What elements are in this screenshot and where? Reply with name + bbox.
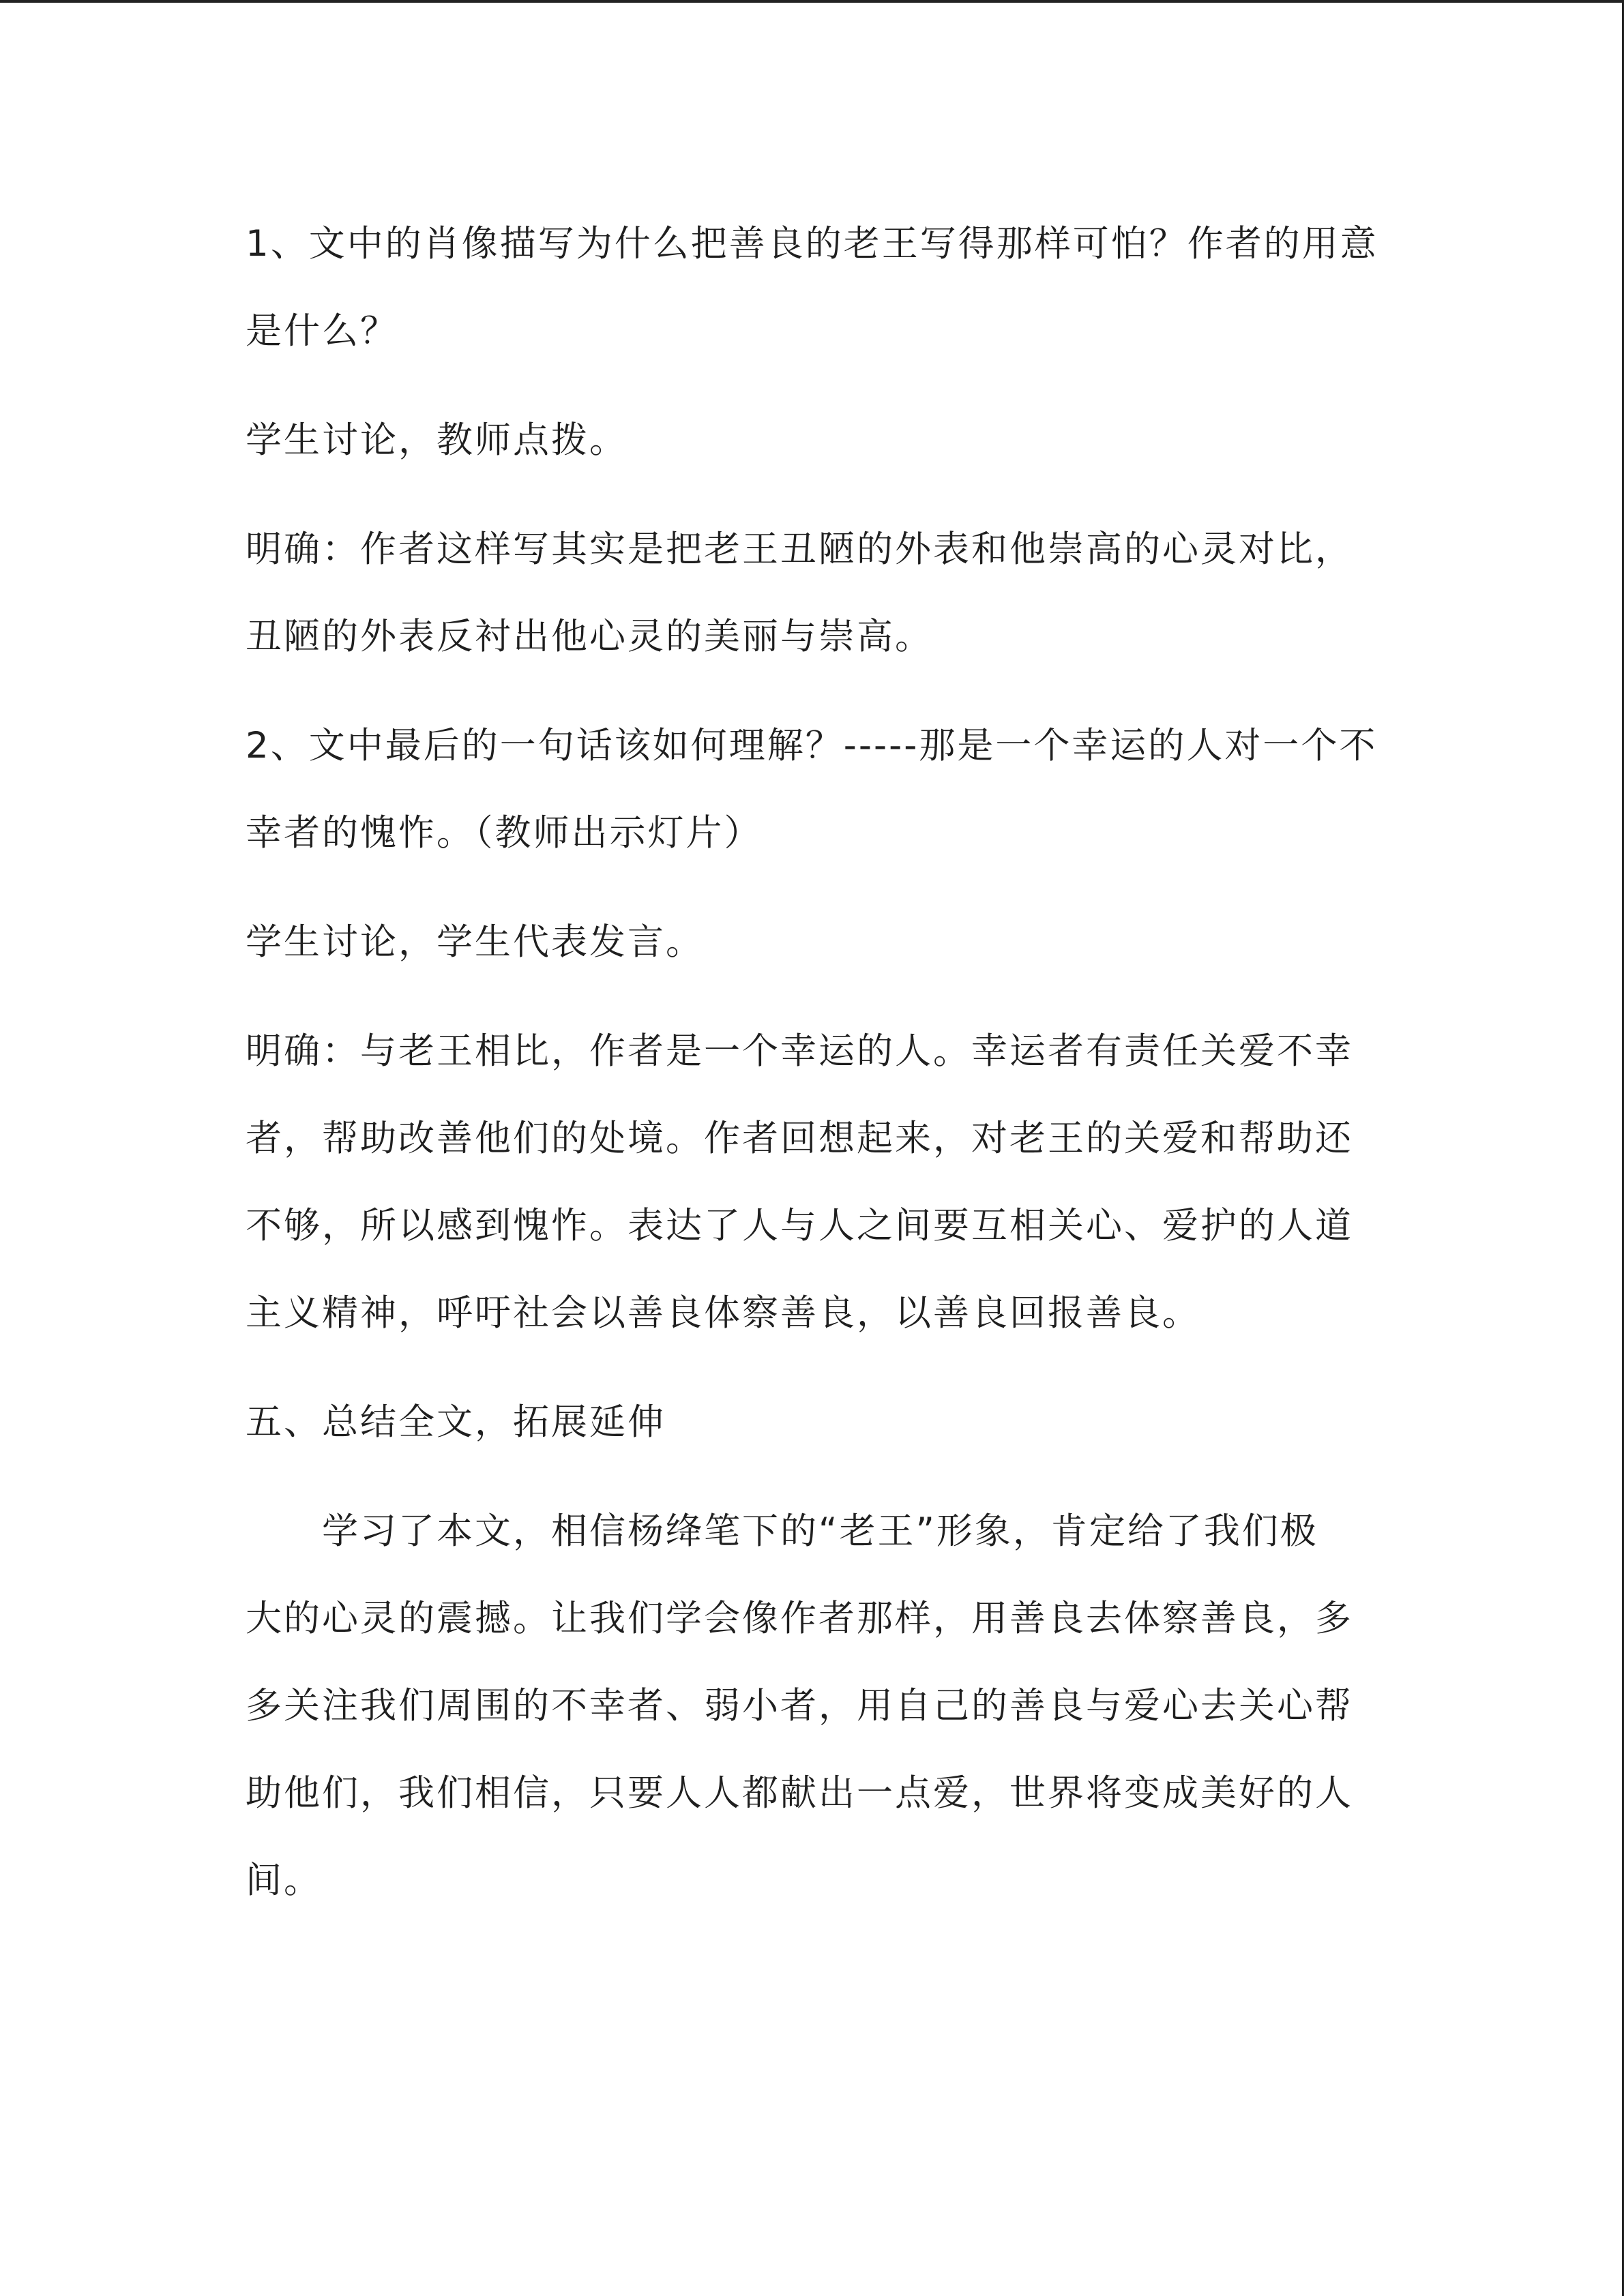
question-1 [246, 200, 1378, 375]
document-body [246, 200, 1378, 1924]
text-line: 五、总结全文，拓展延伸 [246, 1401, 666, 1443]
text-line: 学生讨论，教师点拨。 [246, 419, 628, 461]
text-line: 者，帮助改善他们的处境。作者回想起来，对老王的关爱和帮助还 [246, 1118, 1353, 1159]
question-2-answer [246, 1008, 1378, 1357]
text-line: 大的心灵的震撼。让我们学会像作者那样，用善良去体察善良，多 [246, 1598, 1353, 1639]
question-1-answer [246, 506, 1378, 681]
text-line: 间。 [246, 1860, 322, 1901]
text-line: 助他们，我们相信，只要人人都献出一点爱，世界将变成美好的人 [246, 1772, 1353, 1814]
text-line: 不够，所以感到愧怍。表达了人与人之间要互相关心、爱护的人道 [246, 1205, 1353, 1247]
text-line: 学习了本文，相信杨绛笔下的“老王”形象，肯定给了我们极 [246, 1510, 1318, 1552]
text-line: 幸者的愧怍。（教师出示灯片） [246, 812, 763, 854]
text-line: 明确：与老王相比，作者是一个幸运的人。幸运者有责任关爱不幸 [246, 1030, 1353, 1072]
question-1-discussion [246, 397, 1378, 484]
text-line: 学生讨论，学生代表发言。 [246, 921, 704, 963]
text-line: 丑陋的外表反衬出他心灵的美丽与崇高。 [246, 616, 933, 657]
text-line: 2、文中最后的一句话该如何理解？-----那是一个幸运的人对一个不 [246, 725, 1378, 766]
question-2 [246, 702, 1378, 877]
section-5-heading [246, 1379, 1378, 1466]
summary-paragraph [246, 1488, 1378, 1924]
text-line: 主义精神，呼吁社会以善良体察善良，以善良回报善良。 [246, 1292, 1200, 1334]
text-line: 1、文中的肖像描写为什么把善良的老王写得那样可怕？作者的用意 [246, 223, 1378, 265]
text-line: 是什么？ [246, 310, 398, 352]
text-line: 多关注我们周围的不幸者、弱小者，用自己的善良与爱心去关心帮 [246, 1685, 1353, 1727]
question-2-discussion [246, 899, 1378, 986]
text-line: 明确：作者这样写其实是把老王丑陋的外表和他崇高的心灵对比， [246, 528, 1353, 570]
